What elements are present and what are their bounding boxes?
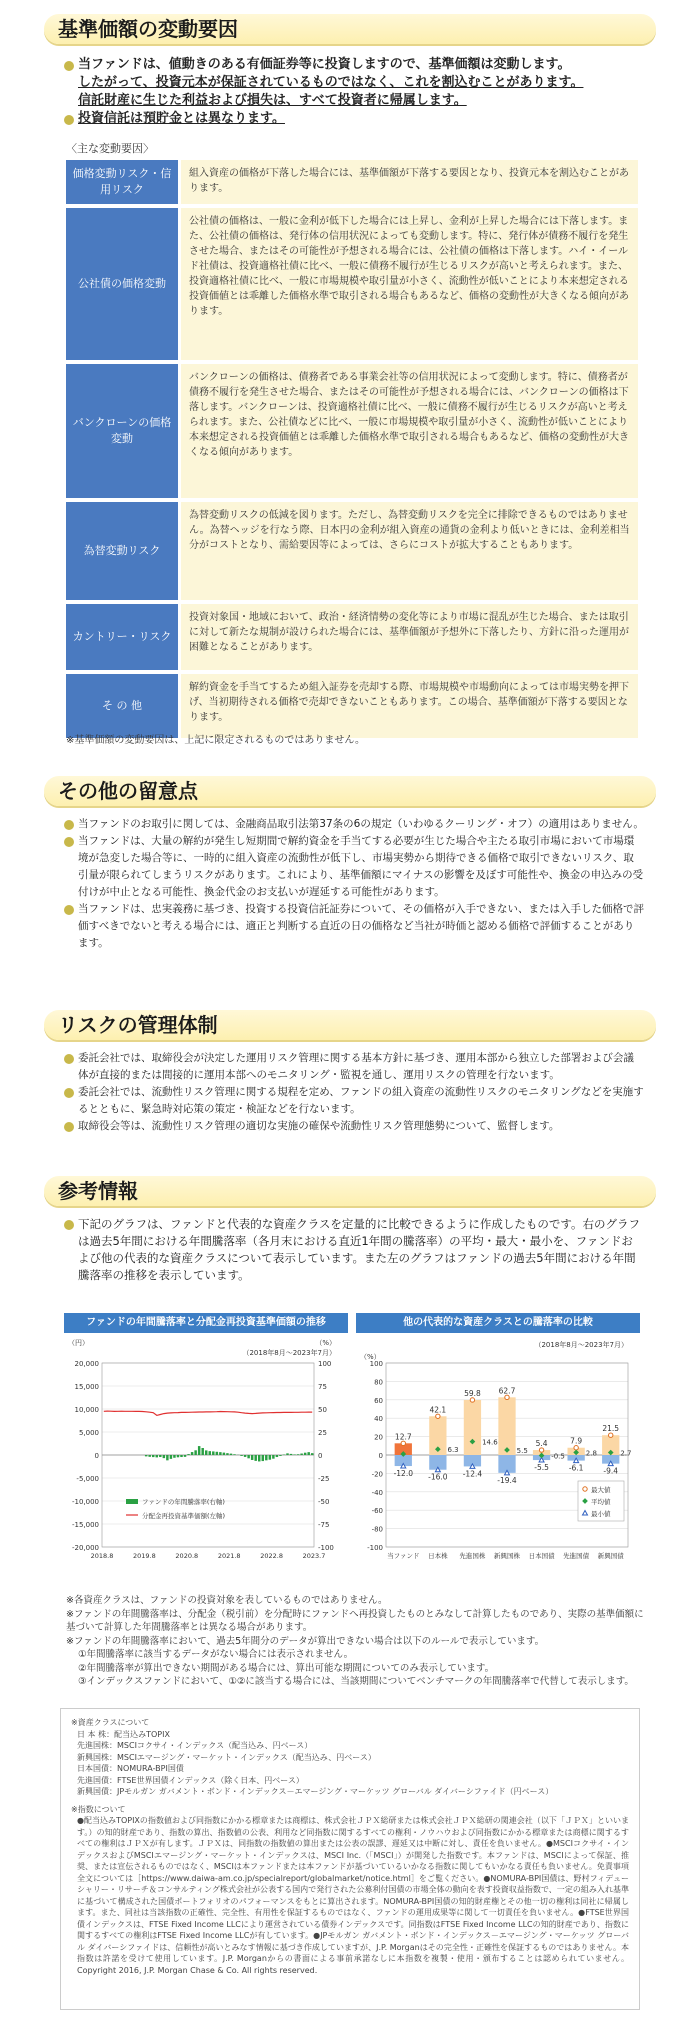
max-label: 5.4 xyxy=(535,1439,548,1449)
max-marker xyxy=(436,1414,440,1418)
return-bar xyxy=(233,1454,235,1455)
return-bar xyxy=(159,1455,161,1457)
return-bar xyxy=(304,1453,306,1455)
y2-tick-label: 25 xyxy=(318,1429,327,1437)
chart-note: ※ファンドの年間騰落率において、過去5年間分のデータが算出できない場合は以下のルールで表示しています。 xyxy=(66,1635,545,1647)
y-tick-label: -80 xyxy=(371,1525,383,1534)
y-tick-label: 10,000 xyxy=(74,1406,99,1414)
return-bar xyxy=(191,1452,193,1455)
left-chart xyxy=(64,1313,348,1585)
risk-row-text: バンクローンの価格は、債務者である事業会社等の信用状況によって変動します。特に、債務者が債務不履行を発生させた場合、またはその可能性が予想される場合には、バンクローンの価格は下落します。バンクローンは、投資適格社債に比べ、一般に債務不履行が生じるリスクが高いと考えられます。また、公社債などに比べ、一般に市場規模や取引量が小さく、流動性が低いことにより本来想定される投資価値とは乖離した価格水準で取引される場合もあるなど、価格の変動性が大きくなる傾向があります。 xyxy=(181,364,638,498)
y-tick-label: 5,000 xyxy=(78,1429,99,1437)
return-bar xyxy=(269,1455,271,1460)
asset-class-line: 日本国債：NOMURA-BPI国債 xyxy=(77,1764,184,1773)
min-label: -16.0 xyxy=(428,1472,448,1482)
risk-row-text: 投資対象国・地域において、政治・経済情勢の変化等により市場に混乱が生じた場合、または取引に対して新たな規制が設けられた場合には、基準価額が予想外に下落したり、方針に沿った運用が困難となることがあります。 xyxy=(181,604,638,670)
return-bar xyxy=(201,1448,203,1455)
left-chart-title: ファンドの年間騰落率と分配金再投資基準価額の推移 xyxy=(64,1313,348,1333)
risk-row-text: 為替変動リスクの低減を図ります。ただし、為替変動リスクを完全に排除できるものではありません。為替ヘッジを行なう際、日本円の金利が組入資産の通貨の金利より低いときには、金利差相当分がコストとなり、需給要因等によっては、さらにコストが拡大することもあります。 xyxy=(181,502,638,600)
return-bar xyxy=(223,1453,225,1455)
asset-class-heading: ※資産クラスについて xyxy=(71,1718,150,1727)
key-point-2 xyxy=(64,110,644,128)
min-label: -9.4 xyxy=(603,1466,619,1476)
y-tick-label: -20 xyxy=(371,1470,383,1479)
section-title-nav-factors: 基準価額の変動要因 xyxy=(44,14,656,44)
avg-label: 14.6 xyxy=(482,1438,498,1447)
nav-line xyxy=(104,1411,312,1415)
other-notes-list xyxy=(64,816,644,952)
x-tick-label: 先進国債 xyxy=(563,1552,590,1560)
x-tick-label: 2023.7 xyxy=(302,1552,326,1560)
risk-row-header: 価格変動リスク・信用リスク xyxy=(66,160,178,204)
return-bar xyxy=(205,1450,207,1455)
y-tick-label: 0 xyxy=(378,1452,383,1460)
avg-label: 2.7 xyxy=(620,1449,632,1458)
max-marker xyxy=(470,1398,474,1402)
key-point-1c: 信託財産に生じた利益および損失は、すべて投資者に帰属します。 xyxy=(78,93,467,108)
x-tick-label: 2020.8 xyxy=(175,1552,199,1560)
max-marker xyxy=(505,1395,509,1399)
avg-label: -0.5 xyxy=(551,1452,565,1461)
y-tick-label: 20 xyxy=(374,1433,383,1442)
key-point-1a: 当ファンドは、値動きのある有価証券等に投資しますので、基準価額は変動します。 xyxy=(78,57,571,72)
min-label: -12.0 xyxy=(393,1469,413,1479)
key-point-1 xyxy=(64,56,644,110)
y-tick-label: -60 xyxy=(371,1507,383,1516)
min-label: -6.1 xyxy=(568,1463,584,1473)
return-bar xyxy=(254,1455,256,1461)
y-tick-label: 15,000 xyxy=(74,1383,99,1391)
left-y-unit: （円） xyxy=(68,1339,89,1347)
chart-period: （2018年8月～2023年7月） xyxy=(242,1349,336,1357)
risk-row xyxy=(66,502,638,600)
y2-tick-label: -100 xyxy=(318,1544,334,1552)
y-unit: （%） xyxy=(360,1353,381,1361)
risk-table xyxy=(66,160,638,742)
return-bar xyxy=(272,1455,274,1459)
section-title-other-notes: その他の留意点 xyxy=(44,776,656,806)
max-label: 42.1 xyxy=(429,1405,447,1415)
key-points xyxy=(64,56,644,128)
return-bar xyxy=(194,1450,196,1455)
risk-row xyxy=(66,364,638,498)
max-label: 21.5 xyxy=(602,1424,620,1434)
reference-intro xyxy=(64,1216,644,1284)
x-tick-label: 2019.8 xyxy=(133,1552,156,1560)
x-tick-label: 日本株 xyxy=(428,1552,448,1560)
min-label: -5.5 xyxy=(534,1463,549,1473)
y-tick-label: 20,000 xyxy=(74,1360,99,1368)
chart-note: ③インデックスファンドにおいて、①②に該当する場合には、当該期間についてベンチマークの年間騰落率で代替して表示します。 xyxy=(78,1676,634,1687)
risk-row xyxy=(66,160,638,204)
max-label: 59.8 xyxy=(464,1388,481,1398)
risk-row-header: そ の 他 xyxy=(66,674,178,738)
reference-intro-text: 下記のグラフは、ファンドと代表的な資産クラスを定量的に比較できるように作成したものです。右のグラフは過去5年間における年間騰落率（各月末における直近1年間の騰落率）の平均・最大・最小を、ファンドおよび他の代表的な資産クラスについて表示しています。また左のグラフはファンドの過去5年間における年間騰落率の推移を表示しています。 xyxy=(64,1216,644,1284)
legend-label: 最大値 xyxy=(591,1486,611,1494)
return-bar xyxy=(212,1451,214,1455)
return-bar xyxy=(300,1454,302,1455)
risk-row-text: 公社債の価格は、一般に金利が低下した場合には上昇し、金利が上昇した場合には下落します。また、公社債の価格は、発行体の信用状況によっても変動します。特に、発行体が債務不履行を発生させた場合、またはその可能性が予想される場合には、公社債の価格は下落します。ハイ・イールド社債は、投資適格社債に比べ、一般に債務不履行が生じるリスクが高いと考えられます。また、投資適格社債に比べ、一般に市場規模や取引量が小さく、流動性が低いことにより本来想定される投資価値とは乖離した価格水準で取引される場合もあるなど、価格の変動性が大きくなる傾向があります。 xyxy=(181,208,638,360)
risk-row xyxy=(66,674,638,738)
return-bar xyxy=(290,1454,292,1455)
x-tick-label: 先進国株 xyxy=(459,1552,486,1560)
risk-row xyxy=(66,208,638,360)
x-tick-label: 2021.8 xyxy=(217,1552,241,1560)
min-label: -12.4 xyxy=(462,1469,483,1479)
risk-row-text: 解約資金を手当てするため組入証券を売却する際、市場規模や市場動向によっては市場実勢を押下げ、当初期待される価格で売却できないこともあります。この場合、基準価額が下落する要因となります。 xyxy=(181,674,638,738)
return-bar xyxy=(247,1455,249,1458)
return-bar xyxy=(311,1453,313,1455)
list-item: 当ファンドのお取引に関しては、金融商品取引法第37条の6の規定（いわゆるクーリング・オフ）の適用はありません。 xyxy=(64,816,644,833)
asset-class-line: 日 本 株：配当込みTOPIX xyxy=(77,1729,170,1739)
return-bar xyxy=(276,1455,278,1457)
avg-label: 2.8 xyxy=(585,1449,597,1458)
section-title-reference: 参考情報 xyxy=(44,1176,656,1206)
x-tick-label: 2022.8 xyxy=(260,1552,283,1560)
return-bar xyxy=(307,1452,309,1455)
chart-period: （2018年8月～2023年7月） xyxy=(534,1341,628,1349)
return-bar xyxy=(198,1446,200,1455)
x-tick-label: 日本国債 xyxy=(528,1552,555,1560)
return-bar xyxy=(145,1455,147,1456)
y-tick-label: -15,000 xyxy=(71,1521,99,1529)
risk-row-header: 為替変動リスク xyxy=(66,502,178,600)
y-tick-label: 60 xyxy=(374,1396,383,1405)
y-tick-label: -40 xyxy=(371,1488,383,1497)
risk-row-text: 組入資産の価格が下落した場合には、基準価額が下落する要因となり、投資元本を割込むことがあります。 xyxy=(181,160,638,204)
y-tick-label: 0 xyxy=(94,1452,99,1460)
factors-note: ※基準価額の変動要因は、上記に限定されるものではありません。 xyxy=(66,735,365,746)
max-bar xyxy=(498,1397,515,1455)
chart-note: ②年間騰落率が算出できない期間がある場合には、算出可能な期間についてのみ表示しています。 xyxy=(78,1662,495,1674)
y2-tick-label: 50 xyxy=(318,1406,327,1414)
return-bar xyxy=(226,1453,228,1455)
return-bar xyxy=(187,1454,189,1455)
index-disclaimer: ●配当込みTOPIXの指数値および同指数にかかる標章または商標は、株式会社ＪＰＸ総研または株式会社ＪＰＸ総研の関連会社（以下「ＪＰＸ」といいます。）の知的財産であり、指数の算出、指数値の公表、利用など同指数に関するすべての権利・ノウハウおよび同指数にかかる標章または商標に関するすべての権利はＪＰＸが有します。ＪＰＸは、同指数の指数値の算出または公表の誤謬、遅延又は中断に対し、責任を負いません。●MSCIコクサイ・インデックスおよびMSCIエマージング・マーケット・インデックスは、MSCI Inc.（「MSCI」）が開発した指数です。本ファンドは、MSCIによって保証、推奨、または宣伝されるものではなく、MSCIは本ファンドまたは本ファンドが基づいているいかなる指数に関してもいかなる責任も負いません。免責事項全文については［https://www.daiwa-am.co.jp/specialreport/globalmarket/notice.html］をご覧ください。●NOMURA-BPI国債は、野村フィデューシャリー・リサーチ＆コンサルティング株式会社が公表する国内で発行された公募利付国債の市場全体の動向を表す投資収益指数で、一定の組み入れ基準に基づいて構成された国債ポートフォリオのパフォーマンスをもとに算出されます。NOMURA-BPI国債の知的財産権とその他一切の権利は同社に帰属します。また、同社は当該指数の正確性、完全性、有用性を保証するものではなく、ファンドの運用成果等に関して一切責任を負いません。●FTSE世界国債インデックスは、FTSE Fixed Income LLCにより運営されている債券インデックスです。同指数はFTSE Fixed Income LLCの知的財産であり、指数に関するすべての権利はFTSE Fixed Income LLCが有しています。●JPモルガン ガバメント・ボンド・インデックス－エマージング・マーケッツ グローバル ダイバーシファイドは、信頼性が高いとみなす情報に基づき作成していますが、J.P. Morganはその完全性・正確性を保証するものではありません。本指数は許諾を受けて使用しています。J.P. Morganからの書面による事前承諾なしに本指数を複製・使用・頒布することは認められていません。Copyright 2016, J.P. Morgan Chase & Co. All rights reserved. xyxy=(77,1816,630,1975)
max-marker xyxy=(574,1446,578,1450)
max-label: 12.7 xyxy=(394,1432,412,1442)
list-item: 当ファンドは、大量の解約が発生し短期間で解約資金を手当てする必要が生じた場合や主たる取引市場において市場環境が急変した場合等に、一時的に組入資産の流動性が低下し、市場実勢から期待できる価格で取引できないリスク、取引量が限られてしまうリスクがあります。これにより、基準価額にマイナスの影響を及ぼす可能性や、換金の申込みの受付けが中止となる可能性、換金代金のお支払いが遅延する可能性があります。 xyxy=(64,833,644,901)
index-heading: ※指数について xyxy=(71,1804,126,1814)
y-tick-label: -100 xyxy=(367,1544,383,1552)
max-bar xyxy=(464,1400,481,1455)
return-bar xyxy=(173,1455,175,1458)
max-marker xyxy=(401,1441,405,1445)
return-bar xyxy=(244,1455,246,1457)
x-tick-label: 2018.8 xyxy=(90,1552,114,1560)
key-point-2-text: 投資信託は預貯金とは異なります。 xyxy=(78,111,285,126)
return-bar xyxy=(262,1455,264,1461)
x-tick-label: 当ファンド xyxy=(387,1552,420,1560)
legend-label: 平均値 xyxy=(591,1498,611,1506)
max-marker xyxy=(609,1433,613,1437)
return-bar xyxy=(180,1455,182,1457)
return-bar xyxy=(230,1454,232,1455)
right-chart-title: 他の代表的な資産クラスとの騰落率の比較 xyxy=(356,1313,640,1333)
key-point-1b: したがって、投資元本が保証されているものではなく、これを割込むことがあります。 xyxy=(78,75,584,90)
risk-row xyxy=(66,604,638,670)
return-bar xyxy=(293,1454,295,1455)
return-bar xyxy=(184,1455,186,1457)
asset-class-line: 新興国株：MSCIエマージング・マーケット・インデックス（配当込み、円ベース） xyxy=(77,1752,376,1762)
y2-tick-label: -50 xyxy=(318,1498,330,1506)
legend-label: 最小値 xyxy=(591,1510,611,1518)
return-bar xyxy=(216,1452,218,1455)
x-tick-label: 新興国債 xyxy=(597,1552,624,1560)
y-tick-label: -5,000 xyxy=(76,1475,99,1483)
list-item: 取締役会等は、流動性リスク管理の適切な実施の確保や流動性リスク管理態勢について、監督します。 xyxy=(64,1118,644,1135)
risk-row-header: バンクローンの価格変動 xyxy=(66,364,178,498)
return-bar xyxy=(163,1455,165,1458)
return-bar xyxy=(286,1453,288,1455)
legend-marker xyxy=(583,1487,587,1491)
return-bar xyxy=(258,1455,260,1461)
chart-note: ①年間騰落率に該当するデータがない場合には表示されません。 xyxy=(78,1649,354,1660)
section-title-risk-management: リスクの管理体制 xyxy=(44,1010,656,1040)
return-bar xyxy=(279,1455,281,1456)
y2-tick-label: 75 xyxy=(318,1383,327,1391)
y2-tick-label: -25 xyxy=(318,1475,330,1483)
legend-swatch xyxy=(126,1499,138,1504)
return-bar xyxy=(297,1454,299,1455)
return-bar xyxy=(177,1455,179,1457)
y-tick-label: -20,000 xyxy=(71,1544,99,1552)
return-bar xyxy=(148,1455,150,1457)
y-tick-label: 40 xyxy=(374,1415,383,1424)
max-label: 62.7 xyxy=(498,1386,516,1396)
list-item: 委託会社では、取締役会が決定した運用リスク管理に関する基本方針に基づき、運用本部から独立した部署および会議体が直接的または間接的に運用本部へのモニタリング・監視を通し、運用リスクの管理を行ないます。 xyxy=(64,1050,644,1084)
right-chart xyxy=(356,1313,640,1585)
y2-tick-label: -75 xyxy=(318,1521,330,1529)
left-chart-svg xyxy=(64,1333,348,1585)
risk-row-header: カントリー・リスク xyxy=(66,604,178,670)
avg-label: 5.5 xyxy=(516,1446,528,1455)
list-item: 当ファンドは、忠実義務に基づき、投資する投資信託証券について、その価格が入手できない、または入手した価格で評価すべきでないと考える場合には、適正と判断する直近の日の価格など当社が時価と認める価格で評価することがあります。 xyxy=(64,901,644,952)
max-label: 7.9 xyxy=(570,1436,583,1446)
return-bar xyxy=(251,1455,253,1460)
y-tick-label: 80 xyxy=(374,1378,383,1387)
right-chart-svg xyxy=(356,1333,640,1585)
return-bar xyxy=(240,1455,242,1456)
legend-label: 分配金再投資基準価額(左軸) xyxy=(142,1512,226,1520)
index-reference-box xyxy=(60,1708,640,2010)
factors-subtitle: 〈主な変動要因〉 xyxy=(66,142,154,155)
return-bar xyxy=(170,1455,172,1459)
max-marker xyxy=(539,1448,543,1452)
chart-notes xyxy=(66,1594,646,1689)
avg-label: 6.3 xyxy=(447,1446,459,1455)
asset-class-line: 先進国債：FTSE世界国債インデックス（除く日本、円ベース） xyxy=(77,1775,304,1785)
return-bar xyxy=(219,1452,221,1455)
y-tick-label: -10,000 xyxy=(71,1498,99,1506)
y-tick-label: 100 xyxy=(369,1360,383,1368)
chart-note: ※ファンドの年間騰落率は、分配金（税引前）を分配時にファンドへ再投資したものとみなして計算したものであり、実際の基準価額に基づいて計算した年間騰落率とは異なる場合があります。 xyxy=(66,1608,644,1633)
return-bar xyxy=(265,1455,267,1460)
y2-tick-label: 100 xyxy=(318,1360,332,1368)
x-tick-label: 新興国株 xyxy=(494,1552,520,1560)
legend-label: ファンドの年間騰落率(右軸) xyxy=(142,1498,225,1506)
min-label: -19.4 xyxy=(497,1475,517,1485)
return-bar xyxy=(209,1451,211,1455)
risk-management-list xyxy=(64,1050,644,1135)
return-bar xyxy=(152,1455,154,1457)
return-bar xyxy=(166,1455,168,1460)
asset-class-line: 先進国株：MSCIコクサイ・インデックス（配当込み、円ベース） xyxy=(77,1741,313,1750)
asset-class-line: 新興国債：JPモルガン ガバメント・ボンド・インデックス－エマージング・マーケッツ グローバル ダイバーシファイド（円ベース） xyxy=(77,1787,554,1796)
right-y-unit: （%） xyxy=(315,1339,336,1347)
chart-note: ※各資産クラスは、ファンドの投資対象を表しているものではありません。 xyxy=(66,1595,388,1606)
return-bar xyxy=(156,1455,158,1457)
list-item: 委託会社では、流動性リスク管理に関する規程を定め、ファンドの組入資産の流動性リスクのモニタリングなどを実施するとともに、緊急時対応策の策定・検証などを行ないます。 xyxy=(64,1084,644,1118)
y2-tick-label: 0 xyxy=(318,1452,323,1460)
risk-row-header: 公社債の価格変動 xyxy=(66,208,178,360)
